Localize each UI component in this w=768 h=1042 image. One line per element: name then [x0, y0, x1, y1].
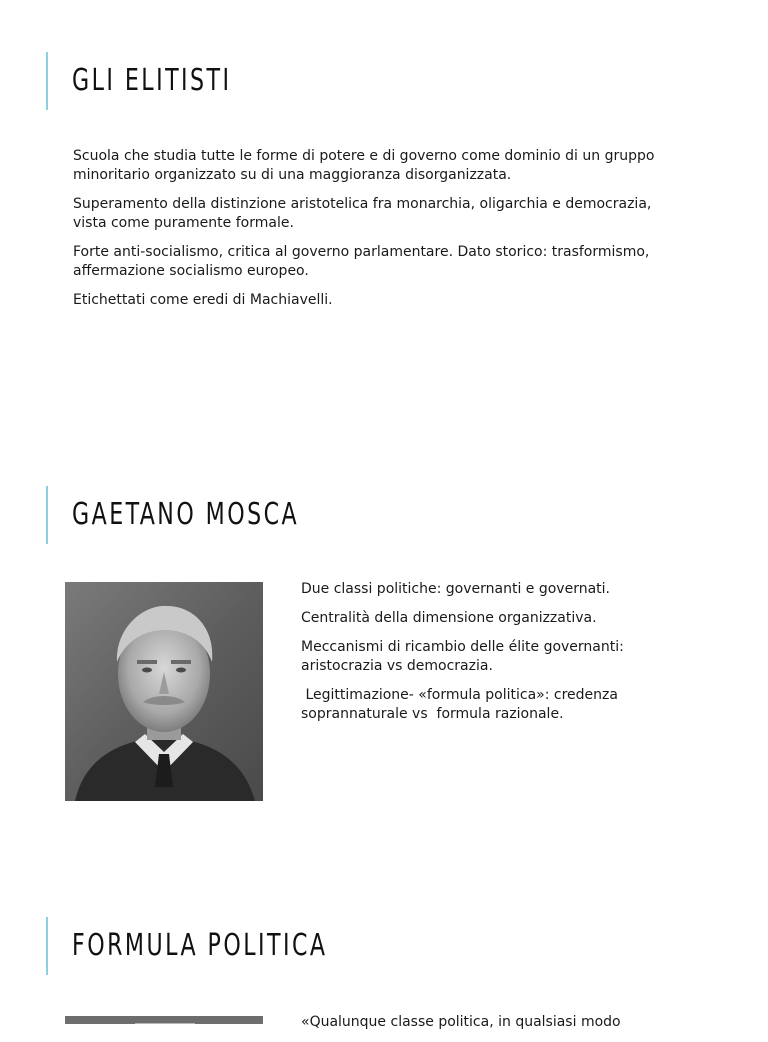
slide-gli-elitisti	[0, 0, 768, 430]
portrait-image	[65, 582, 263, 801]
paragraph: Legittimazione- «formula politica»: credenza soprannaturale vs formula razionale.	[301, 687, 623, 722]
slide-formula-politica	[0, 860, 768, 1030]
paragraph: Meccanismi di ricambio delle élite governanti: aristocrazia vs democrazia.	[301, 639, 624, 674]
slide-body	[73, 147, 673, 320]
portrait-photo	[65, 582, 263, 801]
title-accent-bar	[46, 917, 48, 975]
paragraph: Etichettati come eredi di Machiavelli.	[73, 292, 333, 308]
paragraph: Due classi politiche: governanti e governati.	[301, 581, 610, 597]
paragraph: Scuola che studia tutte le forme di potere e di governo come dominio di un gruppo minoritario organizzato su di una maggioranza disorganizzata.	[73, 148, 655, 183]
paragraph: Superamento della distinzione aristotelica fra monarchia, oligarchia e democrazia, vista come puramente formale.	[73, 196, 652, 231]
slide-title: FORMULA POLITICA	[72, 928, 328, 963]
slide-gaetano-mosca	[0, 430, 768, 860]
title-accent-bar	[46, 52, 48, 110]
slide-title: GAETANO MOSCA	[72, 497, 300, 532]
slide-title: GLI ELITISTI	[72, 63, 232, 98]
paragraph: Forte anti-socialismo, critica al governo parlamentare. Dato storico: trasformismo, affermazione socialismo europeo.	[73, 244, 650, 279]
slide-body	[301, 1013, 661, 1042]
portrait-photo	[65, 1016, 263, 1024]
paragraph: «Qualunque classe politica, in qualsiasi modo	[301, 1014, 621, 1030]
paragraph: Centralità della dimensione organizzativa.	[301, 610, 597, 626]
title-accent-bar	[46, 486, 48, 544]
slide-body	[301, 580, 661, 734]
